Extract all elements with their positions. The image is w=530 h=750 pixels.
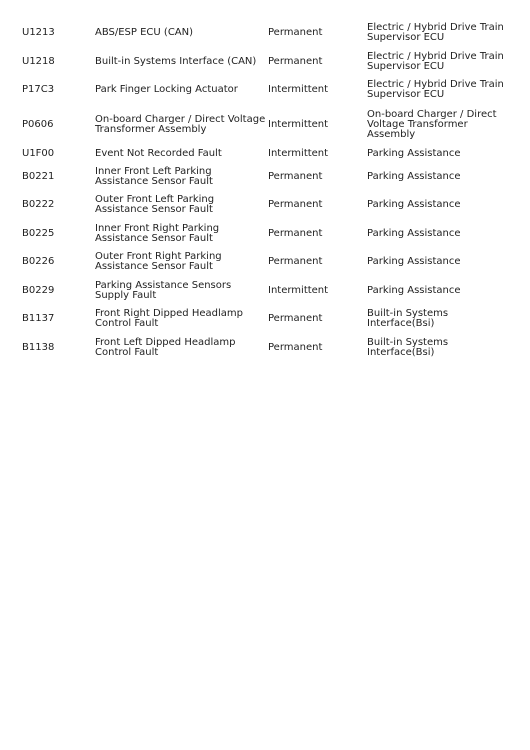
fault-description: Outer Front Right Parking Assistance Sensor Fault [95, 251, 222, 273]
fault-code: U1213 [22, 27, 55, 39]
fault-type: Permanent [268, 170, 323, 182]
fault-type: Permanent [268, 27, 323, 39]
fault-system: Built-in Systems Interface(Bsi) [367, 308, 449, 330]
fault-description: Front Left Dipped Headlamp Control Fault [95, 336, 236, 358]
table-row [22, 277, 508, 306]
fault-type: Permanent [268, 341, 323, 353]
fault-type: Permanent [268, 199, 323, 211]
table-row [22, 145, 508, 163]
fault-code: U1F00 [22, 147, 55, 159]
fault-code: B1138 [22, 341, 55, 353]
fault-system: Electric / Hybrid Drive Train Supervisor ECU [367, 22, 504, 44]
fault-code: P17C3 [22, 84, 55, 96]
fault-system: Parking Assistance [367, 256, 461, 268]
fault-system: Parking Assistance [367, 199, 461, 211]
table-row [22, 163, 508, 192]
table-row [22, 105, 508, 145]
fault-system: Electric / Hybrid Drive Train Supervisor ECU [367, 50, 504, 72]
fault-description: On-board Charger / Direct Voltage Transformer Assembly [95, 113, 266, 135]
fault-description: Parking Assistance Sensors Supply Fault [95, 279, 232, 301]
fault-description: ABS/ESP ECU (CAN) [95, 27, 194, 39]
fault-description: Park Finger Locking Actuator [95, 84, 238, 96]
blank-page-area [0, 370, 530, 750]
fault-system: Parking Assistance [367, 284, 461, 296]
table-row [22, 334, 508, 363]
fault-type: Intermittent [268, 84, 329, 96]
fault-code: U1218 [22, 55, 55, 67]
fault-type: Permanent [268, 313, 323, 325]
fault-code: B0226 [22, 256, 55, 268]
fault-description: Event Not Recorded Fault [95, 147, 222, 159]
fault-type: Intermittent [268, 284, 329, 296]
fault-code: B0225 [22, 227, 55, 239]
fault-code: B0221 [22, 170, 55, 182]
fault-type: Permanent [268, 55, 323, 67]
fault-system: Parking Assistance [367, 227, 461, 239]
table-row [22, 305, 508, 334]
fault-code: B0229 [22, 284, 55, 296]
fault-code: B0222 [22, 199, 55, 211]
table-row [22, 191, 508, 220]
fault-system: Parking Assistance [367, 170, 461, 182]
fault-code: B1137 [22, 313, 55, 325]
fault-code: P0606 [22, 118, 54, 130]
fault-description: Built-in Systems Interface (CAN) [95, 55, 257, 67]
fault-description: Front Right Dipped Headlamp Control Fault [95, 308, 243, 330]
fault-code-table [22, 19, 508, 362]
fault-system: Electric / Hybrid Drive Train Supervisor ECU [367, 79, 504, 101]
fault-type: Permanent [268, 227, 323, 239]
fault-system: Parking Assistance [367, 147, 461, 159]
table-row [22, 19, 508, 48]
fault-description: Inner Front Right Parking Assistance Sensor Fault [95, 222, 220, 244]
fault-type: Intermittent [268, 118, 329, 130]
fault-type: Intermittent [268, 147, 329, 159]
table-row [22, 48, 508, 77]
fault-description: Outer Front Left Parking Assistance Sensor Fault [95, 194, 215, 216]
fault-system: On-board Charger / Direct Voltage Transformer Assembly [367, 108, 497, 140]
fault-system: Built-in Systems Interface(Bsi) [367, 336, 449, 358]
table-row [22, 248, 508, 277]
table-row [22, 220, 508, 249]
fault-type: Permanent [268, 256, 323, 268]
table-row [22, 76, 508, 105]
fault-description: Inner Front Left Parking Assistance Sensor Fault [95, 165, 213, 187]
